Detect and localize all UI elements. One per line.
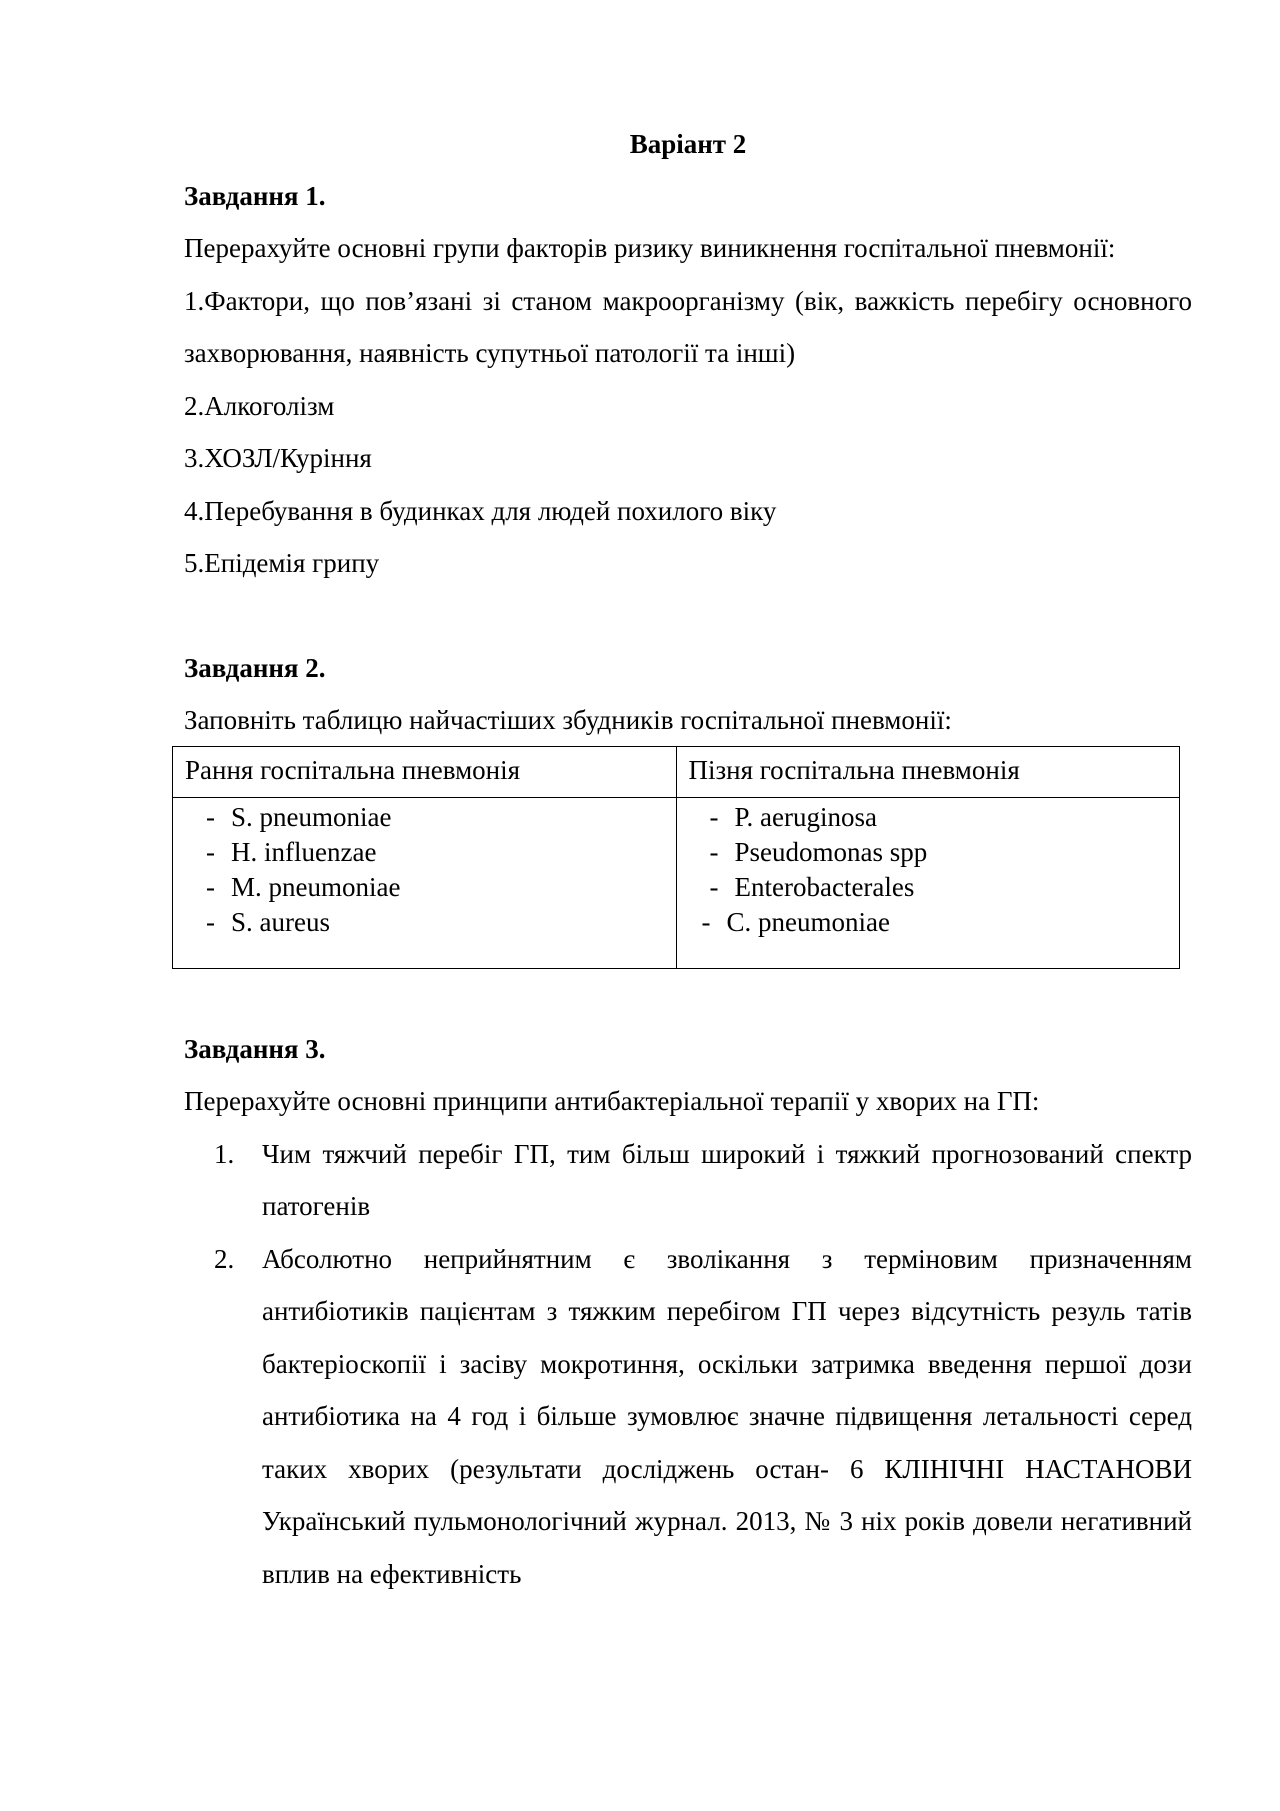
principle-item: [184, 1128, 1192, 1233]
risk-factor-item: 5.Епідемія грипу: [184, 548, 380, 578]
column-header-early: Рання госпітальна пневмонія: [173, 747, 677, 798]
section-spacer: [184, 969, 1192, 1023]
early-pathogens-cell: [173, 798, 677, 969]
list-item: [689, 835, 1168, 870]
risk-factor-item: 1.Фактори, що пов’язані зі станом макроорганізму (вік, важкість перебігу основного захворювання, наявність супутньої патології та інші): [184, 285, 1192, 368]
principle-number: 2.: [214, 1243, 235, 1274]
risk-factor-item: 2.Алкоголізм: [184, 390, 335, 421]
early-pathogens-list: [185, 800, 664, 940]
list-item: [185, 835, 664, 870]
pathogen-name: C. pneumoniae: [726, 907, 890, 937]
late-pathogens-cell: [676, 798, 1180, 969]
pathogen-name: S. aureus: [231, 907, 330, 937]
document-content: [184, 118, 1192, 1600]
pathogen-name: P. aeruginosa: [734, 802, 877, 832]
bullet-dash: -: [709, 802, 719, 832]
task-2-section: [184, 642, 1192, 970]
task-2-heading: Завдання 2.: [184, 652, 326, 683]
pathogen-name: M. pneumoniae: [231, 872, 401, 902]
risk-factor-item: 3.ХОЗЛ/Куріння: [184, 443, 372, 473]
list-item: [185, 800, 664, 835]
bullet-dash: -: [701, 907, 711, 937]
section-spacer: [184, 590, 1192, 642]
task-3-intro: Перерахуйте основні принципи антибактеріальної терапії у хворих на ГП:: [184, 1086, 1040, 1116]
principle-number: 1.: [214, 1138, 235, 1169]
bullet-dash: -: [206, 907, 215, 937]
list-item: [185, 905, 664, 940]
principle-number-wrap: [184, 1128, 262, 1233]
list-item: [185, 870, 664, 905]
bullet-dash: -: [709, 872, 719, 902]
bullet-dash: -: [709, 837, 719, 867]
task-2-intro: Заповніть таблицю найчастіших збудників госпітальної пневмонії:: [184, 704, 952, 735]
pathogen-name: Pseudomonas spp: [734, 837, 928, 867]
pathogen-name: S. pneumoniae: [231, 802, 392, 832]
risk-factor-item: 4.Перебування в будинках для людей похилого віку: [184, 495, 777, 526]
task-1-intro: Перерахуйте основні групи факторів ризику виникнення госпітальної пневмонії:: [184, 233, 1116, 263]
late-pathogens-list: [689, 800, 1168, 940]
principle-number-wrap: [184, 1233, 262, 1601]
pathogen-name: H. influenzae: [231, 837, 377, 867]
pathogen-name: Enterobacterales: [734, 872, 915, 902]
table-row: [173, 798, 1180, 969]
document-title: Варіант 2: [629, 129, 747, 159]
list-item: [689, 870, 1168, 905]
pathogens-table: [172, 746, 1180, 969]
table-header-row: [173, 747, 1180, 798]
principle-item: [184, 1233, 1192, 1601]
column-header-late: Пізня госпітальна пневмонія: [676, 747, 1180, 798]
bullet-dash: -: [206, 872, 215, 902]
task-3-section: [184, 1023, 1192, 1600]
bullet-dash: -: [206, 837, 215, 867]
principles-list: [184, 1128, 1192, 1601]
bullet-dash: -: [206, 802, 215, 832]
task-1-heading: Завдання 1.: [184, 181, 326, 211]
principle-text: Абсолютно неприйнятним є зволікання з терміновим призначенням антибіотиків пацієнтам з тяжким перебігом ГП через відсутність резуль татів бактеріоскопії і засіву мокротиння, оскільки затримка введення першої дози антибіотика на 4 год і більше зумовлює значне підвищення летальності серед таких хворих (результати досліджень остан- 6 КЛІНІЧНІ НАСТАНОВИ Український пульмонологічний журнал. 2013, № 3 ніх років довели негативний вплив на ефективність: [262, 1243, 1192, 1589]
task-3-heading: Завдання 3.: [184, 1034, 326, 1064]
principle-text: Чим тяжчий перебіг ГП, тим більш широкий і тяжкий прогнозований спектр патогенів: [262, 1138, 1192, 1221]
task-1-section: [184, 170, 1192, 590]
list-item: [689, 800, 1168, 835]
list-item: [689, 905, 1168, 940]
